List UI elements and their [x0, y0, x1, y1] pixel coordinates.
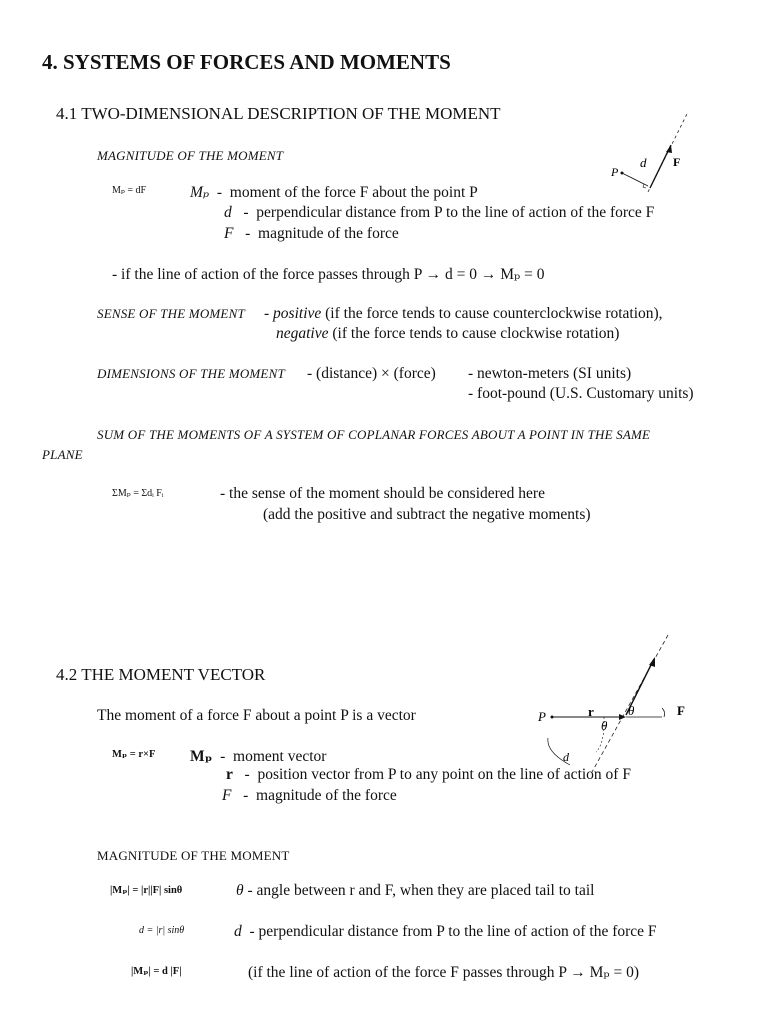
- theta-row: θ - angle between r and F, when they are placed tail to tail: [236, 882, 595, 899]
- def-symbol: r: [226, 766, 233, 783]
- magnitude-label: MAGNITUDE OF THE MOMENT: [97, 148, 284, 163]
- label-d: d: [640, 155, 647, 170]
- theta-arc-outer: [662, 708, 665, 717]
- distance-row: d - perpendicular distance from P to the line of action of the force F: [234, 923, 657, 940]
- vec-def-row-r: r - position vector from P to any point on the line of action of F: [226, 766, 631, 783]
- sense-positive: positive: [273, 305, 322, 322]
- label-d: d: [563, 750, 569, 764]
- label-theta: θ: [628, 703, 635, 718]
- dimensions-label: DIMENSIONS OF THE MOMENT: [97, 366, 285, 381]
- def-row-d: d - perpendicular distance from P to the line of action of the force F: [224, 204, 655, 221]
- magnitude-formula: |Mₚ| = |r||F| sinθ: [110, 885, 183, 896]
- def-symbol: F: [224, 225, 234, 242]
- def-text: perpendicular distance from P to the line of action of the force F: [256, 204, 655, 221]
- label-r: r: [588, 704, 594, 719]
- force-arrowhead: [666, 145, 672, 153]
- sum-formula: ΣMₚ = Σdᵢ Fᵢ: [112, 488, 164, 499]
- moment-vector-intro: The moment of a force F about a point P is a vector: [97, 707, 416, 724]
- def-text: magnitude of the force: [258, 225, 399, 242]
- row-symbol: d: [234, 923, 242, 940]
- section-heading-4-2: 4.2 THE MOMENT VECTOR: [56, 665, 266, 684]
- vec-def-row-mp: Mₚ - moment vector: [190, 748, 327, 765]
- moment-vector-formula: Mₚ = r×F: [112, 749, 156, 760]
- passes-through-row: (if the line of action of the force F passes through P → Mₚ = 0): [248, 964, 640, 981]
- def-text: moment of the force F about the point P: [229, 184, 478, 201]
- moment-diagram-2d: [600, 100, 710, 200]
- def-row-f: F - magnitude of the force: [224, 225, 399, 242]
- def-text: magnitude of the force: [256, 787, 397, 804]
- sum-note-2: (add the positive and subtract the negative moments): [263, 506, 591, 523]
- row-symbol: θ: [236, 882, 244, 899]
- sense-negative: negative: [276, 325, 329, 342]
- def-symbol: d: [224, 204, 232, 221]
- distance-formula: d = |r| sinθ: [139, 925, 185, 936]
- sum-note-1: - the sense of the moment should be considered here: [220, 485, 545, 502]
- label-f: F: [677, 703, 685, 718]
- dimensions-text: - (distance) × (force): [307, 365, 436, 382]
- passes-through-note: if the line of action of the force passes through P → d = 0 → Mₚ = 0: [121, 266, 545, 283]
- sense-positive-row: - positive (if the force tends to cause counterclockwise rotation),: [264, 305, 663, 322]
- def-text: moment vector: [233, 748, 327, 765]
- row-text: perpendicular distance from P to the line of action of the force F: [258, 923, 657, 940]
- dimensions-unit-us: - foot-pound (U.S. Customary units): [468, 385, 694, 402]
- section-heading-4-1: 4.1 TWO-DIMENSIONAL DESCRIPTION OF THE MOMENT: [56, 104, 501, 123]
- def-text: position vector from P to any point on the line of action of F: [257, 766, 631, 783]
- def-row-mp: Mₚ - moment of the force F about the point P: [190, 184, 478, 201]
- sense-positive-text: (if the force tends to cause counterclockwise rotation),: [325, 305, 663, 322]
- position-vector-arrowhead: [619, 714, 626, 720]
- vec-def-row-f: F - magnitude of the force: [222, 787, 397, 804]
- sum-label-line2: PLANE: [42, 447, 83, 462]
- sense-label: SENSE OF THE MOMENT: [97, 306, 245, 321]
- def-symbol: Mₚ: [190, 748, 213, 765]
- sense-negative-row: [276, 325, 619, 343]
- dimensions-unit-si: - newton-meters (SI units): [468, 365, 632, 382]
- force-arrowhead: [649, 657, 655, 667]
- page-title: 4. SYSTEMS OF FORCES AND MOMENTS: [42, 50, 451, 74]
- label-f: F: [673, 155, 681, 169]
- moment-formula: Mₚ = dF: [112, 185, 147, 196]
- row-text: angle between r and F, when they are placed tail to tail: [256, 882, 595, 899]
- magnitude-d-formula: |Mₚ| = d |F|: [131, 966, 182, 977]
- label-theta-inner: θ: [601, 718, 608, 733]
- vector-magnitude-label: MAGNITUDE OF THE MOMENT: [97, 848, 290, 863]
- point-p: [551, 716, 554, 719]
- sum-label-line1: SUM OF THE MOMENTS OF A SYSTEM OF COPLANAR FORCES ABOUT A POINT IN THE SAME: [97, 427, 651, 442]
- label-p: P: [538, 709, 546, 724]
- moment-vector-diagram: [530, 630, 710, 780]
- def-symbol: F: [222, 787, 232, 804]
- sense-negative-text: (if the force tends to cause clockwise rotation): [332, 325, 620, 342]
- label-p: P: [611, 165, 619, 179]
- point-p: [621, 172, 624, 175]
- def-symbol: Mₚ: [190, 184, 210, 201]
